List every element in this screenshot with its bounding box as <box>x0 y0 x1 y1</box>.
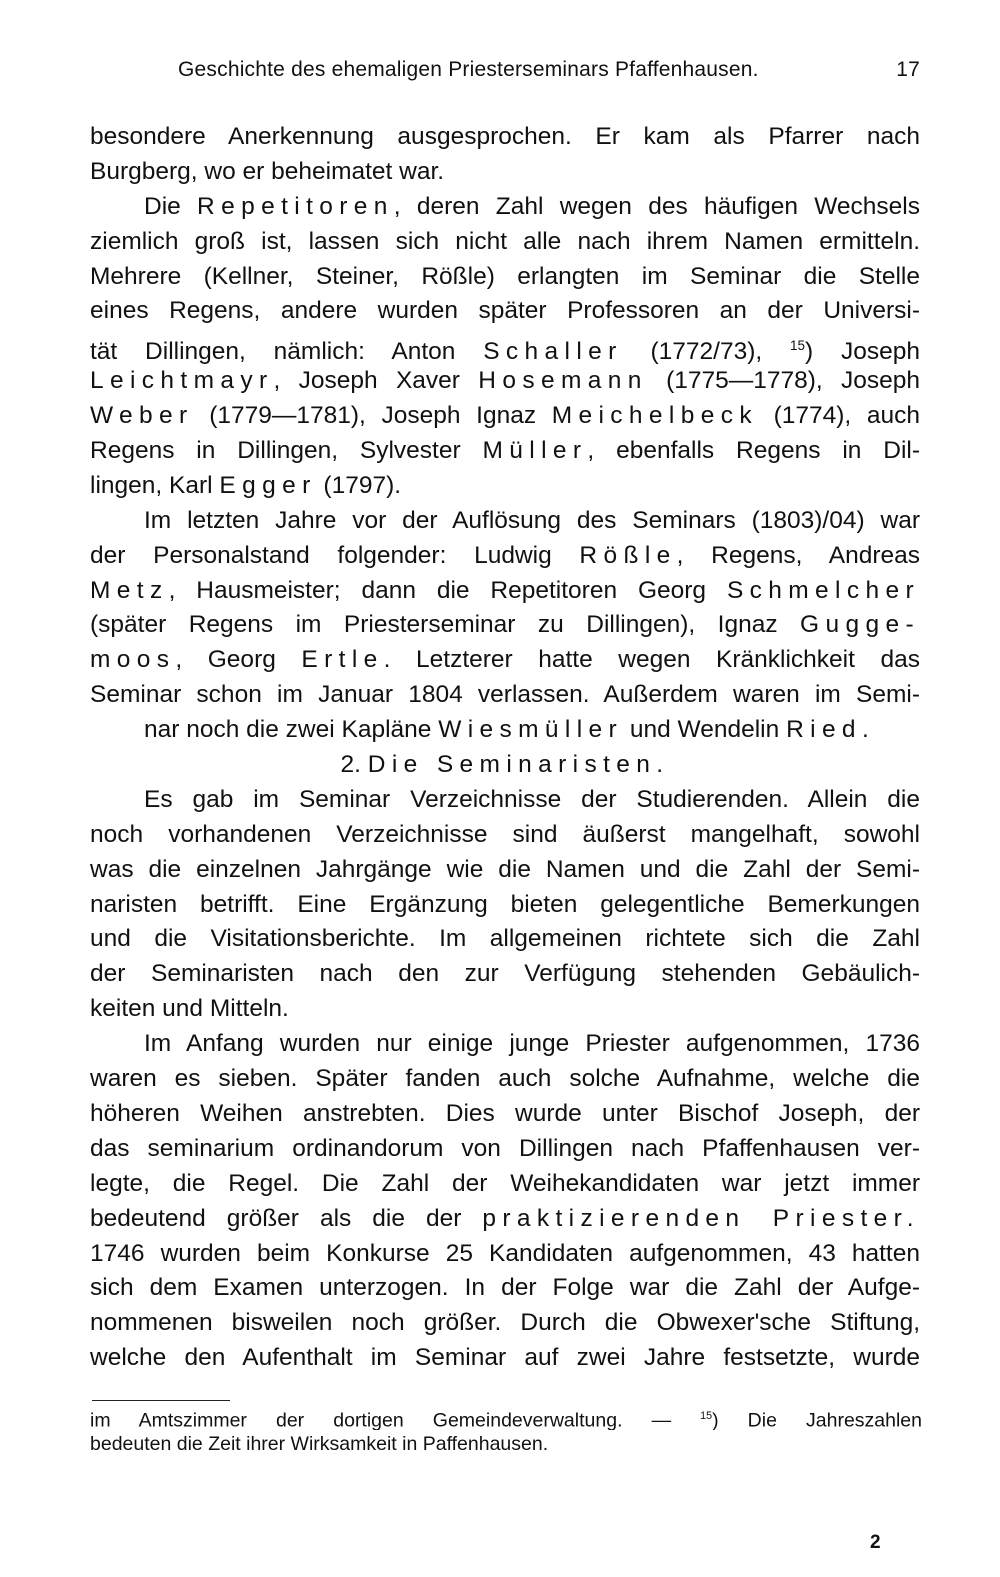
text-line <box>90 1271 920 1306</box>
spaced-emphasis: Müller <box>482 437 588 465</box>
spaced-emphasis: Schaller <box>483 338 623 365</box>
text-run: , deren Zahl wegen des häufigen Wechsels <box>393 192 920 220</box>
text-line <box>90 434 920 469</box>
text-run: Im letzten Jahre vor der Auflösung des Seminars (1803)/04) war <box>144 506 920 534</box>
text-line <box>90 713 920 748</box>
text-run: sich dem Examen unterzogen. In der Folge war die Zahl der Aufge- <box>90 1274 920 1302</box>
spaced-emphasis: Meichelbeck <box>551 402 758 430</box>
text-line <box>90 643 920 678</box>
text-line <box>90 504 920 539</box>
page-number: 17 <box>896 58 920 81</box>
text-line <box>90 539 920 574</box>
text-line <box>90 155 920 190</box>
spaced-emphasis: Rößle <box>579 541 677 569</box>
spaced-emphasis: moos <box>90 646 176 674</box>
spaced-emphasis: praktizierenden Priester. <box>482 1204 920 1232</box>
text-run: , Joseph Xaver <box>273 367 479 395</box>
text-run: , Regens, Andreas <box>676 541 920 569</box>
text-run: was die einzelnen Jahrgänge wie die Namen und die Zahl der Semi- <box>90 855 920 883</box>
spaced-emphasis: Leichtmayr <box>90 367 274 395</box>
text-line <box>90 1097 920 1132</box>
text-line <box>90 260 920 295</box>
text-run: legte, die Regel. Die Zahl der Weihekandidaten war jetzt immer <box>90 1169 920 1197</box>
text-line <box>90 1062 920 1097</box>
text-line <box>90 469 920 504</box>
text-line <box>90 957 920 992</box>
footnote <box>90 1402 922 1458</box>
text-run: keiten und Mitteln. <box>90 995 289 1023</box>
text-line <box>90 1167 920 1202</box>
text-line <box>90 1341 920 1376</box>
text-line <box>90 1132 920 1167</box>
footnote-reference: 15 <box>700 1410 713 1422</box>
text-line <box>90 329 920 364</box>
text-line <box>90 399 920 434</box>
text-line <box>90 225 920 260</box>
text-run: naristen betrifft. Eine Ergänzung bieten gelegentliche Bemerkungen <box>90 890 920 918</box>
text-run: , Hausmeister; dann die Repetitoren Georg <box>168 576 727 604</box>
spaced-emphasis: Wiesmüller <box>438 716 624 744</box>
running-head <box>178 58 920 92</box>
spaced-emphasis: Schmelcher <box>726 576 920 604</box>
text-run: das seminarium ordinandorum von Dillingen nach Pfaffenhausen ver- <box>90 1134 920 1162</box>
text-line <box>90 922 920 957</box>
text-line <box>90 120 920 155</box>
text-line <box>90 992 920 1027</box>
text-run: (1774), auch <box>757 402 920 430</box>
text-run: tät Dillingen, nämlich: Anton <box>90 338 484 365</box>
text-run: im Amtszimmer der dortigen Gemeindeverwaltung. — <box>90 1409 701 1430</box>
text-run: nar noch die zwei Kapläne <box>144 716 439 744</box>
text-run: welche den Aufenthalt im Seminar auf zwei Jahre festsetzte, wurde <box>90 1344 920 1372</box>
footnote-separator <box>92 1400 230 1401</box>
text-run: Seminar schon im Januar 1804 verlassen. Außerdem waren im Semi- <box>90 681 920 709</box>
text-run: der Personalstand folgender: Ludwig <box>90 541 580 569</box>
text-line <box>90 1237 920 1272</box>
footnote-line <box>90 1430 922 1458</box>
text-run: , Georg <box>175 646 302 674</box>
text-line <box>90 678 920 713</box>
spaced-emphasis: Metz <box>90 576 169 604</box>
text-run: Es gab im Seminar Verzeichnisse der Studierenden. Allein die <box>144 785 920 813</box>
text-line <box>90 1202 920 1237</box>
text-run: waren es sieben. Später fanden auch solche Aufnahme, welche die <box>90 1065 920 1093</box>
text-run: ) Die Jahreszahlen <box>712 1409 922 1430</box>
text-line <box>90 888 920 923</box>
text-run: Mehrere (Kellner, Steiner, Rößle) erlangten im Seminar die Stelle <box>90 262 920 290</box>
text-line <box>90 364 920 399</box>
text-run: 1746 wurden beim Konkurse 25 Kandidaten aufgenommen, 43 hatten <box>90 1239 920 1267</box>
spaced-emphasis: Ried <box>786 716 862 744</box>
text-run: (1772/73), <box>622 338 791 365</box>
text-run: , ebenfalls Regens in Dil- <box>587 437 920 465</box>
spaced-emphasis: Hosemann <box>478 367 648 395</box>
spaced-emphasis: Gugge- <box>800 611 920 639</box>
text-line <box>90 608 920 643</box>
spaced-emphasis: Ertle <box>301 646 384 674</box>
spaced-emphasis: Repetitoren <box>197 192 394 220</box>
text-run: Regens in Dillingen, Sylvester <box>90 437 483 465</box>
text-run: ) Joseph <box>805 338 920 365</box>
text-run: noch vorhandenen Verzeichnisse sind äußerst mangelhaft, sowohl <box>90 820 920 848</box>
text-line <box>90 1027 920 1062</box>
text-run: Im Anfang wurden nur einige junge Priester aufgenommen, 1736 <box>144 1030 920 1058</box>
spaced-emphasis: Weber <box>90 402 194 430</box>
text-run: und die Visitationsberichte. Im allgemeinen richtete sich die Zahl <box>90 925 920 953</box>
text-run: (später Regens im Priesterseminar zu Dillingen), Ignaz <box>90 611 801 639</box>
text-run: (1779—1781), Joseph Ignaz <box>193 402 552 430</box>
footnote-line <box>90 1402 922 1430</box>
text-line <box>90 783 920 818</box>
text-run: 2. <box>340 751 368 779</box>
text-run: und Wendelin <box>623 716 787 744</box>
text-run: bedeutend größer als die der <box>90 1204 483 1232</box>
text-run: (1775—1778), Joseph <box>647 367 920 395</box>
text-run: . Letzterer hatte wegen Kränklichkeit das <box>383 646 920 674</box>
text-line <box>90 853 920 888</box>
text-run: der Seminaristen nach den zur Verfügung stehenden Gebäulich- <box>90 960 920 988</box>
text-line <box>90 574 920 609</box>
text-line <box>90 190 920 225</box>
printer-signature-mark: 2 <box>870 1532 881 1553</box>
text-line <box>90 294 920 329</box>
text-run: ziemlich groß ist, lassen sich nicht alle nach ihrem Namen ermitteln. <box>90 227 920 255</box>
text-run: nommenen bisweilen noch größer. Durch die Obwexer'sche Stiftung, <box>90 1309 920 1337</box>
text-run: Die <box>144 192 198 220</box>
text-line <box>90 818 920 853</box>
footnote-reference: 15 <box>790 338 805 354</box>
text-run: bedeuten die Zeit ihrer Wirksamkeit in Paffenhausen. <box>90 1433 549 1455</box>
body-text <box>90 120 920 1376</box>
text-run: lingen, Karl <box>90 471 220 499</box>
spaced-emphasis: Die Seminaristen. <box>367 751 670 779</box>
text-line <box>90 748 920 783</box>
text-run: Burgberg, wo er beheimatet war. <box>90 157 445 185</box>
text-run: besondere Anerkennung ausgesprochen. Er kam als Pfarrer nach <box>90 123 920 150</box>
text-run: . <box>861 716 869 744</box>
text-run: höheren Weihen anstrebten. Dies wurde unter Bischof Joseph, der <box>90 1099 920 1127</box>
running-title: Geschichte des ehemaligen Priesterseminars Pfaffenhausen. <box>178 58 759 81</box>
text-run: (1797). <box>316 471 402 499</box>
text-line <box>90 1306 920 1341</box>
text-run: eines Regens, andere wurden später Professoren an der Universi- <box>90 297 920 325</box>
spaced-emphasis: Egger <box>219 471 317 499</box>
